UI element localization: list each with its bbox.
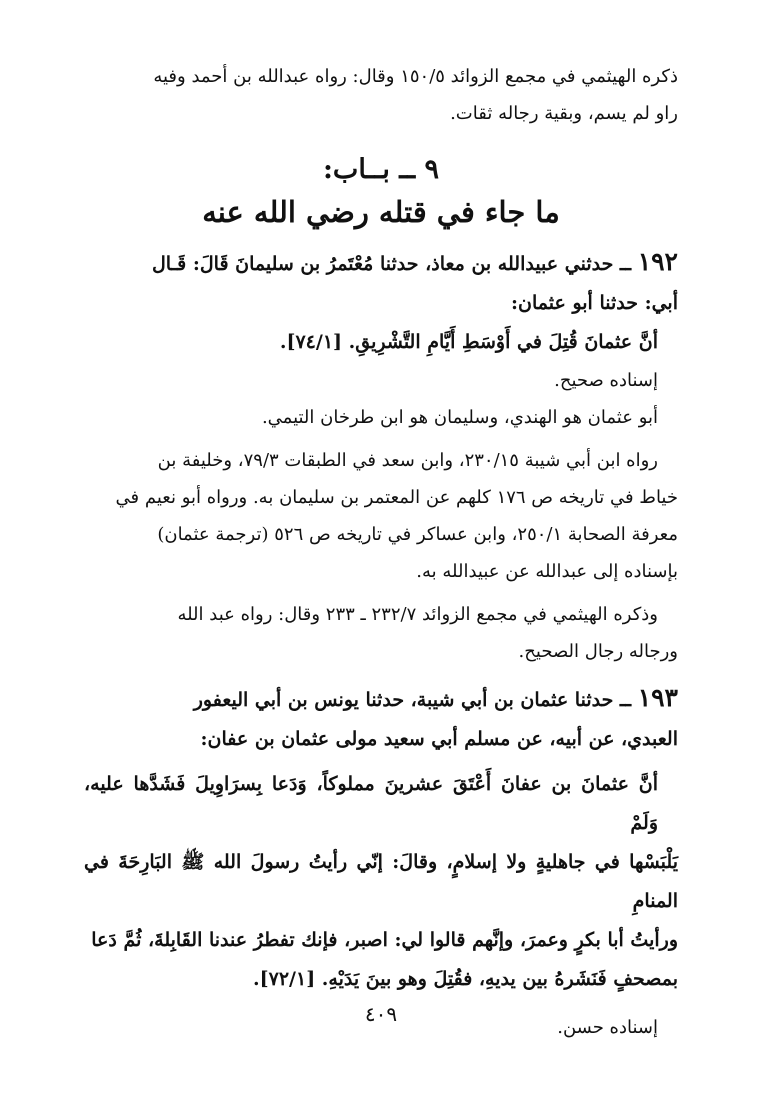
hadith-193-isnad-text: ــ حدثنا عثمان بن أبي شيبة، حدثنا يونس بن أبي اليعفور: [193, 689, 632, 711]
chapter-number: ٩ ــ بــاب:: [322, 154, 440, 185]
hadith-193-matn-line-2: يَلْبَسْها في جاهليةٍ ولا إسلامٍ، وقالَ: إنّي رأيتُ رسولَ الله ﷺ البَارِحَةَ في المنامِ: [84, 851, 678, 912]
hadith-193-grade: إسناده حسن.: [557, 1017, 658, 1038]
hadith-193-matn-line-4: بمصحفٍ فَنَشَرهُ بين يديهِ، فقُتِلَ وهو بينَ يَدَيْهِ. [٧٢/١].: [253, 968, 678, 990]
hadith-193-isnad-line-1: [84, 678, 678, 720]
hadith-192-matn: أنَّ عثمانَ قُتِلَ في أَوْسَطِ أَيَّامِ التَّشْرِيقِ. [٧٤/١].: [279, 331, 658, 353]
hadith-192-isnad-line-1: [84, 242, 678, 284]
hadith-193-matn-line-1: أنَّ عثمانَ بن عفانَ أَعْتَقَ عشرينَ مملوكاً، وَدَعا بِسرَاوِيلَ فَشَدَّها عليه، وَلَمْ: [84, 773, 658, 834]
hadith-192-isnad-line-2: أبي: حدثنا أبو عثمان:: [511, 292, 678, 314]
hadith-192-takhrij-1-line-3: معرفة الصحابة ٢٥٠/١، وابن عساكر في تاريخه ص ٥٢٦ (ترجمة عثمان): [157, 524, 678, 545]
hadith-192-takhrij-1-line-4: بإسناده إلى عبدالله عن عبيدالله به.: [416, 561, 678, 582]
intro-note-line-1: ذكره الهيثمي في مجمع الزوائد ١٥٠/٥ وقال: رواه عبدالله بن أحمد وفيه: [153, 66, 678, 87]
hadith-192-grade: إسناده صحيح.: [554, 370, 658, 391]
hadith-193-isnad-line-2: العبدي، عن أبيه، عن مسلم أبي سعيد مولى عثمان بن عفان:: [200, 728, 678, 750]
hadith-192-takhrij-2-line-2: ورجاله رجال الصحيح.: [518, 641, 678, 662]
hadith-192-takhrij-1-line-2: خياط في تاريخه ص ١٧٦ كلهم عن المعتمر بن سليمان به. ورواه أبو نعيم في: [115, 487, 678, 508]
book-page: [84, 58, 678, 1056]
hadith-192-takhrij-2-line-1: وذكره الهيثمي في مجمع الزوائد ٢٣٢/٧ ـ ٢٣٣ وقال: رواه عبد الله: [177, 604, 658, 625]
hadith-193-number: ١٩٣: [637, 683, 678, 712]
hadith-192-takhrij-1-line-1: رواه ابن أبي شيبة ٢٣٠/١٥، وابن سعد في الطبقات ٧٩/٣، وخليفة بن: [157, 450, 658, 471]
hadith-193-matn-line-3: ورأيتُ أبا بكرٍ وعمرَ، وإنَّهم قالوا لي: اصبر، فإنك تفطرُ عندنا القَابِلةَ، ثُمَّ دَعا: [91, 929, 678, 951]
hadith-192-narrators: أبو عثمان هو الهندي، وسليمان هو ابن طرخان التيمي.: [261, 407, 658, 428]
chapter-title: ما جاء في قتله رضي الله عنه: [202, 195, 560, 229]
hadith-192-isnad-text: ــ حدثني عبيدالله بن معاذ، حدثنا مُعْتَمرُ بن سليمانَ قَالَ: قَـال: [151, 253, 632, 275]
page-number: ٤٠٩: [364, 1002, 398, 1026]
intro-note-line-2: راو لم يسم، وبقية رجاله ثقات.: [450, 103, 678, 124]
hadith-192-number: ١٩٢: [637, 247, 678, 276]
